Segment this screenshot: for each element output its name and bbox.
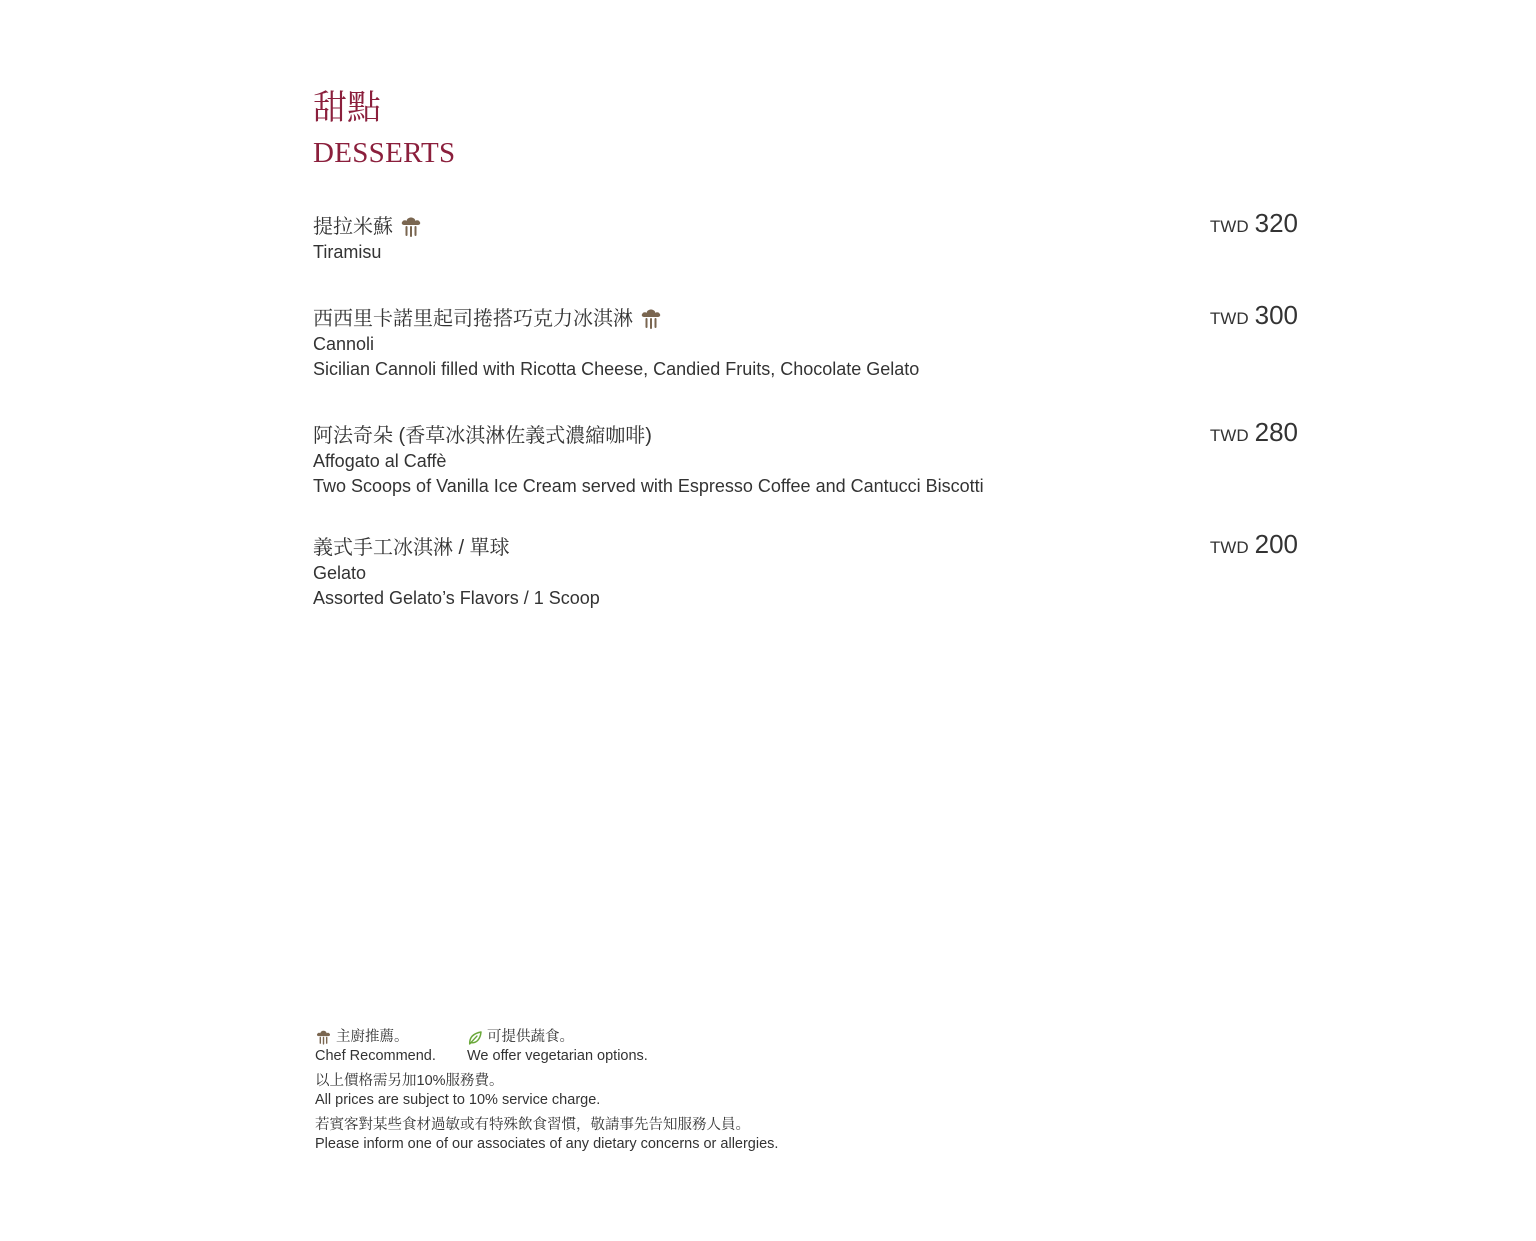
allergy-note: [315, 1116, 1015, 1154]
service-charge-en: All prices are subject to 10% service charge.: [315, 1092, 601, 1108]
menu-item: [313, 208, 1298, 265]
menu-item-name-zh: 阿法奇朵 (香草冰淇淋佐義式濃縮咖啡): [313, 425, 652, 447]
menu-item-name-zh: 提拉米蘇: [313, 216, 393, 238]
menu-item: [313, 417, 1298, 499]
legend-chef-zh: 主廚推薦。: [336, 1029, 409, 1045]
page-title-en: DESSERTS: [313, 137, 456, 169]
menu-item-description: Two Scoops of Vanilla Ice Cream served with Espresso Coffee and Cantucci Biscotti: [313, 476, 984, 496]
price-amount: 280: [1254, 417, 1298, 447]
price-amount: 200: [1254, 529, 1298, 559]
menu-item-price: [1210, 529, 1298, 560]
currency-label: TWD: [1209, 309, 1249, 328]
allergy-en: Please inform one of our associates of any dietary concerns or allergies.: [315, 1136, 779, 1152]
menu-item-name-en: Affogato al Caffè: [313, 451, 447, 471]
menu-item-name-en: Cannoli: [313, 334, 375, 354]
allergy-zh: 若賓客對某些食材過敏或有特殊飲食習慣，敬請事先告知服務人員。: [315, 1117, 750, 1133]
menu-item: [313, 529, 1298, 611]
menu-footer: [315, 1028, 1015, 1154]
currency-label: TWD: [1209, 426, 1249, 445]
menu-item-name-en: Tiramisu: [313, 242, 382, 262]
price-amount: 320: [1254, 208, 1298, 238]
legend-vegetarian: [467, 1028, 727, 1066]
menu-item: [313, 300, 1298, 382]
menu-item-price: [1210, 417, 1298, 448]
leaf-icon: [467, 1030, 483, 1046]
menu-item-price: [1210, 208, 1298, 239]
legend-veg-zh: 可提供蔬食。: [487, 1029, 574, 1045]
menu-item-price: [1210, 300, 1298, 331]
legend: [315, 1028, 1015, 1066]
currency-label: TWD: [1209, 538, 1249, 557]
price-amount: 300: [1254, 300, 1298, 330]
service-charge-zh: 以上價格需另加10%服務費。: [315, 1073, 504, 1089]
chef-hat-icon: [399, 215, 423, 239]
menu-item-description: Assorted Gelato’s Flavors / 1 Scoop: [313, 588, 600, 608]
chef-hat-icon: [315, 1029, 332, 1046]
legend-chef: [315, 1028, 467, 1066]
menu-item-description: Sicilian Cannoli filled with Ricotta Cheese, Candied Fruits, Chocolate Gelato: [313, 359, 920, 379]
menu-item-name-zh: 西西里卡諾里起司捲搭巧克力冰淇淋: [313, 308, 633, 330]
legend-veg-en: We offer vegetarian options.: [467, 1048, 648, 1064]
menu-item-name-zh: 義式手工冰淇淋 / 單球: [313, 537, 510, 559]
legend-chef-en: Chef Recommend.: [315, 1048, 436, 1064]
service-charge-note: [315, 1072, 1015, 1110]
currency-label: TWD: [1209, 217, 1249, 236]
chef-hat-icon: [639, 307, 663, 331]
menu-item-name-en: Gelato: [313, 563, 367, 583]
page-title-zh: 甜點: [313, 88, 381, 128]
